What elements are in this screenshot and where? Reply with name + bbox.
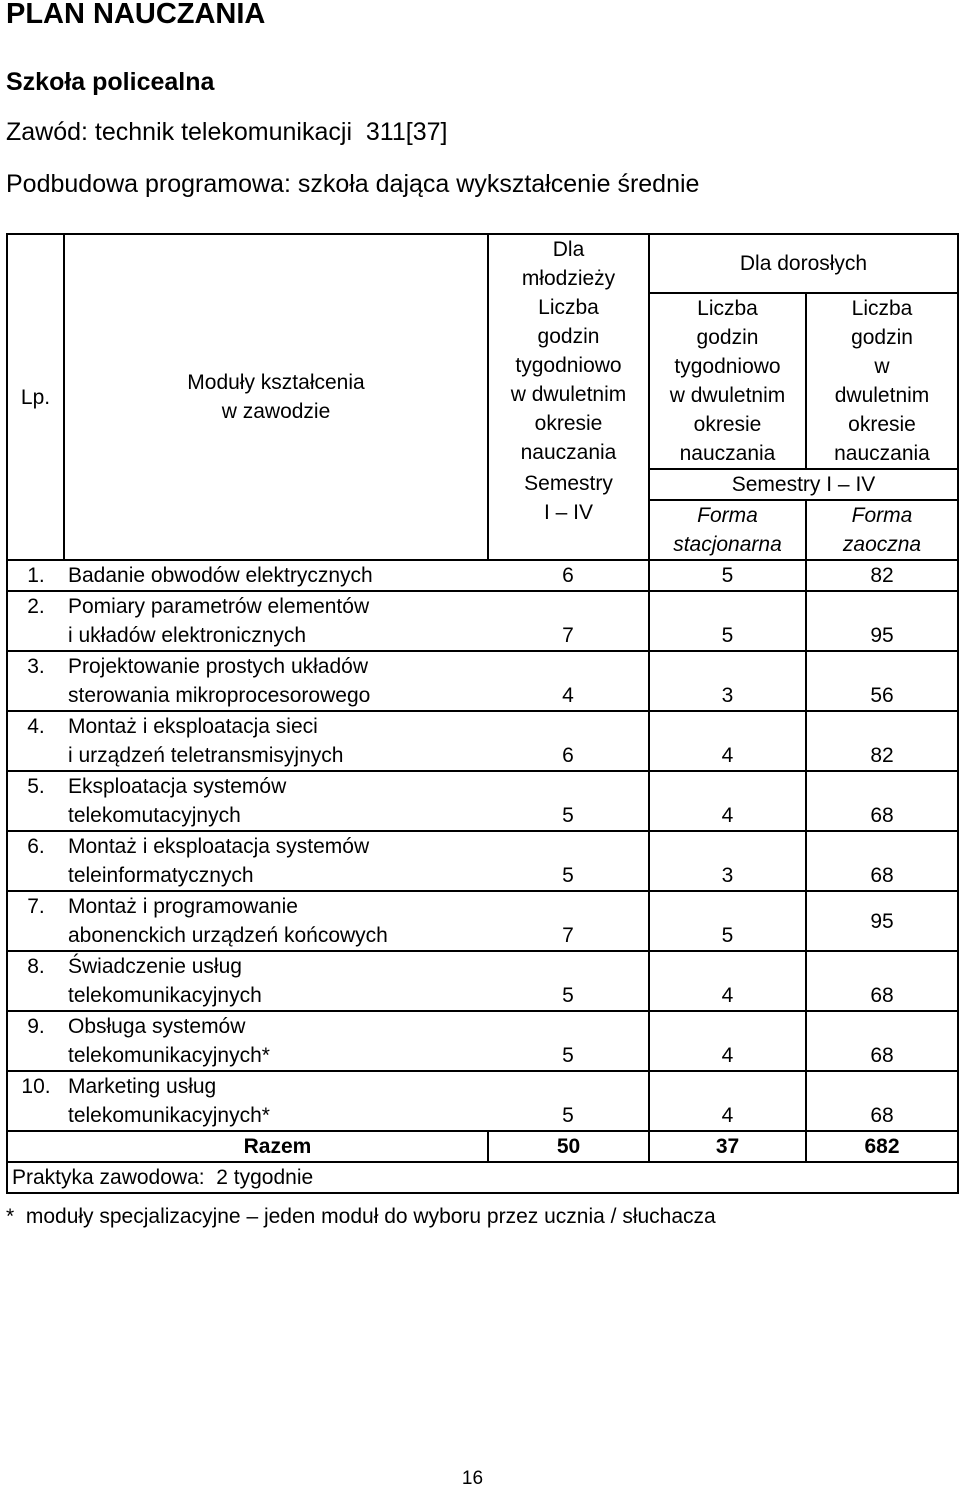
row-stationary: 4 [649,951,806,1011]
header-adults: Dla dorosłych [649,234,958,293]
row-extramural: 56 [806,651,958,711]
row-stationary: 5 [649,560,806,591]
row-lp: 9. [7,1011,64,1071]
row-youth: 4 [488,651,649,711]
total-youth: 50 [488,1131,649,1162]
curriculum-table [6,233,959,1194]
header-adults-weekly: Liczba godzin tygodniowo w dwuletnim okresie nauczania [649,293,806,469]
row-extramural: 68 [806,771,958,831]
header-youth-semesters: Semestry I – IV [488,469,649,560]
row-module: Marketing usług telekomunikacyjnych* [64,1071,488,1131]
row-module: Pomiary parametrów elementów i układów elektronicznych [64,591,488,651]
total-stationary: 37 [649,1131,806,1162]
row-stationary: 5 [649,891,806,951]
row-youth: 5 [488,771,649,831]
table-row [7,591,958,651]
header-youth-hours: Liczba godzin tygodniowo w dwuletnim okresie nauczania [488,293,649,469]
row-extramural: 82 [806,560,958,591]
row-lp: 8. [7,951,64,1011]
row-extramural: 68 [806,831,958,891]
row-lp: 4. [7,711,64,771]
row-stationary: 4 [649,711,806,771]
page-number: 16 [461,1468,484,1489]
row-module: Eksploatacja systemów telekomutacyjnych [64,771,488,831]
row-stationary: 3 [649,831,806,891]
row-lp: 1. [7,560,64,591]
row-extramural: 95 [806,591,958,651]
row-lp: 10. [7,1071,64,1131]
row-module: Montaż i programowanie abonenckich urządzeń końcowych [64,891,488,951]
row-youth: 6 [488,560,649,591]
total-row [7,1131,958,1162]
profession-line: Zawód: technik telekomunikacji 311[37] [6,118,448,146]
row-module: Montaż i eksploatacja systemów teleinformatycznych [64,831,488,891]
row-youth: 7 [488,591,649,651]
row-module: Badanie obwodów elektrycznych [64,560,488,591]
header-form-stationary: Forma stacjonarna [649,500,806,560]
header-adults-semesters: Semestry I – IV [649,469,958,500]
row-youth: 7 [488,891,649,951]
row-stationary: 4 [649,1071,806,1131]
total-extramural: 682 [806,1131,958,1162]
table-row [7,831,958,891]
table-row [7,1011,958,1071]
total-label: Razem [7,1131,488,1162]
table-row [7,651,958,711]
table-row [7,771,958,831]
row-stationary: 4 [649,771,806,831]
school-type: Szkoła policealna [6,68,215,96]
document-title: PLAN NAUCZANIA [6,0,266,30]
row-lp: 3. [7,651,64,711]
table-row [7,560,958,591]
table-row [7,891,958,951]
row-lp: 7. [7,891,64,951]
header-lp: Lp. [7,234,64,560]
row-extramural: 68 [806,951,958,1011]
header-row-1 [7,234,958,293]
table-row [7,951,958,1011]
header-form-extramural: Forma zaoczna [806,500,958,560]
row-youth: 5 [488,1011,649,1071]
row-lp: 6. [7,831,64,891]
header-youth: Dla młodzieży [488,234,649,293]
row-module: Montaż i eksploatacja sieci i urządzeń teletransmisyjnych [64,711,488,771]
header-adults-total: Liczba godzin w dwuletnim okresie nauczania [806,293,958,469]
row-extramural: 82 [806,711,958,771]
row-stationary: 3 [649,651,806,711]
footnote: * moduły specjalizacyjne – jeden moduł do wyboru przez ucznia / słuchacza [6,1205,716,1228]
foundation-line: Podbudowa programowa: szkoła dająca wykształcenie średnie [6,170,700,198]
row-extramural: 68 [806,1071,958,1131]
practice-note: Praktyka zawodowa: 2 tygodnie [7,1162,958,1193]
row-extramural: 95 [806,891,958,951]
row-youth: 5 [488,1071,649,1131]
row-youth: 5 [488,951,649,1011]
row-stationary: 5 [649,591,806,651]
header-modules: Moduły kształcenia w zawodzie [64,234,488,560]
row-youth: 6 [488,711,649,771]
row-extramural: 68 [806,1011,958,1071]
table-row [7,1071,958,1131]
row-module: Świadczenie usług telekomunikacyjnych [64,951,488,1011]
row-lp: 2. [7,591,64,651]
row-module: Obsługa systemów telekomunikacyjnych* [64,1011,488,1071]
row-stationary: 4 [649,1011,806,1071]
row-lp: 5. [7,771,64,831]
table-row [7,711,958,771]
practice-row [7,1162,958,1193]
row-youth: 5 [488,831,649,891]
row-module: Projektowanie prostych układów sterowania mikroprocesorowego [64,651,488,711]
